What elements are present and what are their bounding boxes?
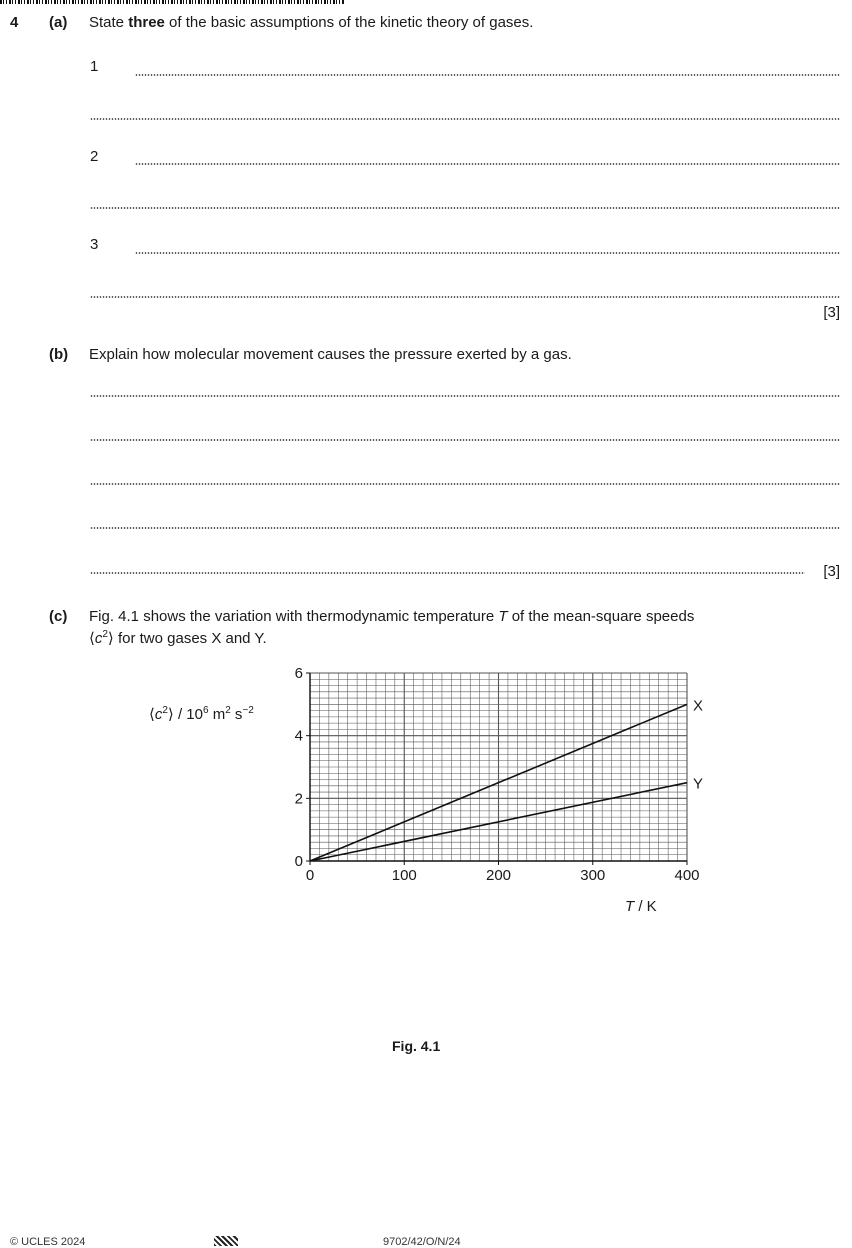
- x-axis-label: T / K: [625, 898, 657, 915]
- figure-caption: Fig. 4.1: [392, 1038, 441, 1054]
- x-tick-label: 400: [674, 867, 700, 884]
- part-c-question: Fig. 4.1 shows the variation with thermodynamic temperature T of the mean-square speeds $⟨c^2⟩$ for two gases X and Y.: [89, 608, 695, 647]
- question-number: 4: [10, 14, 19, 31]
- x-tick-label: 300: [580, 867, 606, 884]
- footer-paper-code: 9702/42/O/N/24: [383, 1236, 461, 1248]
- y-tick-label: 4: [294, 727, 303, 745]
- part-b-label: (b): [49, 346, 69, 363]
- series-label-y: Y: [693, 775, 704, 793]
- x-tick-label: 0: [305, 867, 315, 884]
- part-c-label: (c): [49, 608, 68, 625]
- part-a-label: (a): [49, 14, 68, 31]
- x-tick-label: 200: [485, 867, 512, 884]
- part-a-question: State three of the basic assumptions of the kinetic theory of gases.: [89, 14, 534, 31]
- part-b-marks: [3]: [823, 563, 840, 580]
- x-tick-label: 100: [391, 867, 417, 884]
- part-b-question: Explain how molecular movement causes the pressure exerted by a gas.: [89, 346, 572, 363]
- y-tick-label: 6: [294, 665, 303, 682]
- y-tick-label: 0: [294, 853, 303, 870]
- answer-line-number-1: 1: [90, 58, 99, 75]
- answer-line-number-3: 3: [90, 236, 99, 253]
- part-a-marks: [3]: [823, 304, 840, 321]
- y-tick-label: 2: [294, 790, 303, 808]
- y-axis-label: $⟨c^2⟩ / 10^6$ $m^2$ $s^{-2}$: [149, 705, 254, 723]
- answer-line-number-2: 2: [90, 148, 99, 165]
- footer-qr-code: [214, 1236, 238, 1246]
- footer-copyright: © UCLES 2024: [10, 1236, 86, 1248]
- series-label-x: X: [693, 697, 704, 715]
